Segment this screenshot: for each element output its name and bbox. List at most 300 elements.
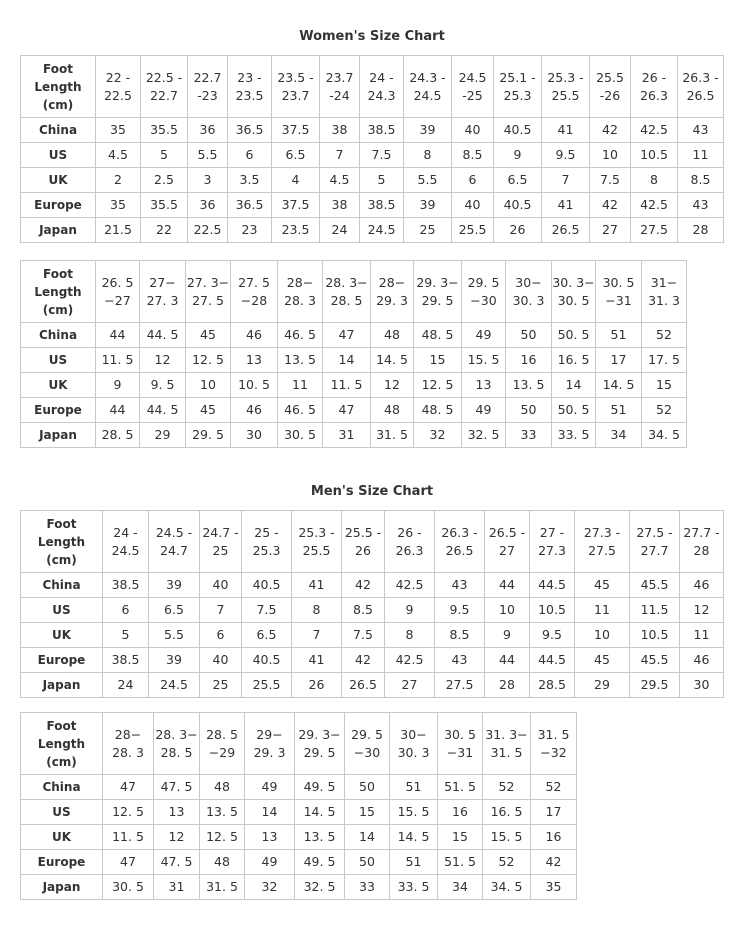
size-cell: 39 xyxy=(149,648,200,673)
size-cell: 11. 5 xyxy=(103,825,154,850)
size-cell: 43 xyxy=(678,193,724,218)
size-cell: 12 xyxy=(140,348,186,373)
size-cell: 26.5 xyxy=(542,218,590,243)
size-cell: 23.5 xyxy=(272,218,320,243)
size-cell: 50 xyxy=(345,775,390,800)
size-cell: 5 xyxy=(360,168,404,193)
size-cell: 52 xyxy=(531,775,577,800)
size-cell: 3 xyxy=(188,168,228,193)
size-cell: 12 xyxy=(680,598,724,623)
size-cell: 34. 5 xyxy=(483,875,531,900)
foot-length-cell: 26.5 - 27 xyxy=(485,511,530,573)
size-cell: 40 xyxy=(452,193,494,218)
size-cell: 9.5 xyxy=(542,143,590,168)
size-cell: 12 xyxy=(371,373,414,398)
size-cell: 29 xyxy=(575,673,630,698)
table-row xyxy=(21,623,724,648)
size-cell: 31 xyxy=(154,875,200,900)
men-size-table-1 xyxy=(20,510,724,698)
size-cell: 42.5 xyxy=(631,118,678,143)
size-cell: 49 xyxy=(462,398,506,423)
size-cell: 33. 5 xyxy=(552,423,596,448)
size-cell: 40 xyxy=(452,118,494,143)
size-cell: 43 xyxy=(435,573,485,598)
foot-length-cell: 26.3 - 26.5 xyxy=(678,56,724,118)
size-cell: 32. 5 xyxy=(295,875,345,900)
size-cell: 33. 5 xyxy=(390,875,438,900)
size-cell: 44 xyxy=(485,573,530,598)
table-row xyxy=(21,398,687,423)
size-cell: 22 xyxy=(141,218,188,243)
size-cell: 26 xyxy=(494,218,542,243)
foot-length-cell: 30− 30. 3 xyxy=(390,713,438,775)
size-cell: 47 xyxy=(323,323,371,348)
size-cell: 50 xyxy=(506,323,552,348)
size-cell: 7.5 xyxy=(360,143,404,168)
table-row xyxy=(21,573,724,598)
size-cell: 4 xyxy=(272,168,320,193)
row-label-cell: China xyxy=(21,775,103,800)
size-cell: 43 xyxy=(678,118,724,143)
table-row xyxy=(21,348,687,373)
size-cell: 49 xyxy=(245,850,295,875)
row-label-cell: Foot Length (cm) xyxy=(21,713,103,775)
size-cell: 5.5 xyxy=(404,168,452,193)
table-row xyxy=(21,800,577,825)
size-cell: 34 xyxy=(596,423,642,448)
header-row xyxy=(21,56,724,118)
size-cell: 8.5 xyxy=(342,598,385,623)
size-cell: 40.5 xyxy=(494,193,542,218)
size-cell: 30. 5 xyxy=(103,875,154,900)
size-cell: 14 xyxy=(323,348,371,373)
size-cell: 28 xyxy=(485,673,530,698)
size-cell: 48 xyxy=(371,323,414,348)
foot-length-cell: 27. 5 −28 xyxy=(231,261,278,323)
size-cell: 2.5 xyxy=(141,168,188,193)
size-cell: 5.5 xyxy=(149,623,200,648)
size-cell: 48. 5 xyxy=(414,398,462,423)
foot-length-cell: 25 - 25.3 xyxy=(242,511,292,573)
size-cell: 50 xyxy=(506,398,552,423)
size-cell: 13. 5 xyxy=(295,825,345,850)
size-cell: 24 xyxy=(320,218,360,243)
size-cell: 45 xyxy=(186,398,231,423)
size-cell: 8 xyxy=(385,623,435,648)
size-cell: 40.5 xyxy=(242,648,292,673)
size-cell: 11.5 xyxy=(630,598,680,623)
size-cell: 11 xyxy=(575,598,630,623)
size-cell: 8.5 xyxy=(435,623,485,648)
size-cell: 44. 5 xyxy=(140,398,186,423)
size-cell: 25.5 xyxy=(452,218,494,243)
size-cell: 11. 5 xyxy=(96,348,140,373)
size-cell: 12. 5 xyxy=(103,800,154,825)
row-label-cell: China xyxy=(21,573,103,598)
row-label-cell: US xyxy=(21,598,103,623)
size-cell: 31. 5 xyxy=(371,423,414,448)
row-label-cell: US xyxy=(21,348,96,373)
size-cell: 41 xyxy=(292,573,342,598)
size-cell: 46 xyxy=(231,398,278,423)
foot-length-cell: 24.5 -25 xyxy=(452,56,494,118)
size-cell: 5.5 xyxy=(188,143,228,168)
size-cell: 8.5 xyxy=(452,143,494,168)
size-cell: 11 xyxy=(678,143,724,168)
foot-length-cell: 28− 28. 3 xyxy=(278,261,323,323)
table-row xyxy=(21,143,724,168)
size-cell: 26.5 xyxy=(342,673,385,698)
size-cell: 15 xyxy=(438,825,483,850)
size-cell: 52 xyxy=(483,850,531,875)
size-cell: 27 xyxy=(385,673,435,698)
size-cell: 52 xyxy=(483,775,531,800)
size-cell: 22.5 xyxy=(188,218,228,243)
size-cell: 7 xyxy=(292,623,342,648)
size-cell: 45.5 xyxy=(630,573,680,598)
size-cell: 32. 5 xyxy=(462,423,506,448)
size-cell: 9 xyxy=(385,598,435,623)
size-cell: 15. 5 xyxy=(390,800,438,825)
size-cell: 16. 5 xyxy=(483,800,531,825)
size-cell: 37.5 xyxy=(272,118,320,143)
size-cell: 13 xyxy=(231,348,278,373)
size-cell: 16 xyxy=(531,825,577,850)
size-cell: 12. 5 xyxy=(414,373,462,398)
row-label-cell: China xyxy=(21,323,96,348)
table-row xyxy=(21,193,724,218)
size-cell: 35 xyxy=(96,193,141,218)
size-cell: 40 xyxy=(200,573,242,598)
row-label-cell: Foot Length (cm) xyxy=(21,511,103,573)
size-cell: 42.5 xyxy=(631,193,678,218)
size-cell: 8 xyxy=(292,598,342,623)
foot-length-cell: 29. 3− 29. 5 xyxy=(295,713,345,775)
table-row xyxy=(21,825,577,850)
size-cell: 35.5 xyxy=(141,118,188,143)
foot-length-cell: 22.5 - 22.7 xyxy=(141,56,188,118)
size-cell: 41 xyxy=(292,648,342,673)
women-size-table-2 xyxy=(20,260,687,448)
size-cell: 13. 5 xyxy=(506,373,552,398)
size-cell: 14. 5 xyxy=(390,825,438,850)
size-cell: 7.5 xyxy=(342,623,385,648)
size-cell: 40.5 xyxy=(242,573,292,598)
size-cell: 31 xyxy=(323,423,371,448)
row-label-cell: Foot Length (cm) xyxy=(21,56,96,118)
size-cell: 38.5 xyxy=(103,648,149,673)
row-label-cell: UK xyxy=(21,373,96,398)
size-cell: 9.5 xyxy=(435,598,485,623)
size-cell: 15. 5 xyxy=(462,348,506,373)
row-label-cell: Europe xyxy=(21,648,103,673)
foot-length-cell: 29. 5 −30 xyxy=(462,261,506,323)
size-cell: 39 xyxy=(149,573,200,598)
header-row xyxy=(21,511,724,573)
size-cell: 27.5 xyxy=(435,673,485,698)
size-cell: 14 xyxy=(552,373,596,398)
size-cell: 23 xyxy=(228,218,272,243)
size-cell: 46 xyxy=(680,648,724,673)
row-label-cell: UK xyxy=(21,825,103,850)
size-cell: 43 xyxy=(435,648,485,673)
size-cell: 41 xyxy=(542,118,590,143)
size-cell: 48 xyxy=(371,398,414,423)
size-cell: 9 xyxy=(485,623,530,648)
row-label-cell: China xyxy=(21,118,96,143)
foot-length-cell: 23.7 -24 xyxy=(320,56,360,118)
size-cell: 6 xyxy=(200,623,242,648)
size-cell: 11 xyxy=(278,373,323,398)
foot-length-cell: 27.5 - 27.7 xyxy=(630,511,680,573)
size-cell: 47. 5 xyxy=(154,850,200,875)
size-cell: 15 xyxy=(414,348,462,373)
size-cell: 24.5 xyxy=(149,673,200,698)
foot-length-cell: 28. 3− 28. 5 xyxy=(154,713,200,775)
size-cell: 8 xyxy=(404,143,452,168)
size-cell: 6.5 xyxy=(149,598,200,623)
size-cell: 50. 5 xyxy=(552,398,596,423)
size-cell: 30 xyxy=(680,673,724,698)
size-cell: 9.5 xyxy=(530,623,575,648)
table-row xyxy=(21,168,724,193)
size-cell: 10 xyxy=(590,143,631,168)
size-cell: 33 xyxy=(506,423,552,448)
size-cell: 17 xyxy=(531,800,577,825)
size-cell: 42.5 xyxy=(385,573,435,598)
foot-length-cell: 27.3 - 27.5 xyxy=(575,511,630,573)
size-cell: 26 xyxy=(292,673,342,698)
foot-length-cell: 24 - 24.5 xyxy=(103,511,149,573)
size-cell: 14. 5 xyxy=(371,348,414,373)
size-cell: 52 xyxy=(642,323,687,348)
foot-length-cell: 25.5 - 26 xyxy=(342,511,385,573)
size-cell: 36.5 xyxy=(228,193,272,218)
women-size-table-1 xyxy=(20,55,724,243)
size-cell: 2 xyxy=(96,168,141,193)
size-cell: 17. 5 xyxy=(642,348,687,373)
size-cell: 14. 5 xyxy=(295,800,345,825)
size-cell: 10 xyxy=(575,623,630,648)
header-row xyxy=(21,261,687,323)
size-cell: 28.5 xyxy=(530,673,575,698)
size-cell: 9 xyxy=(96,373,140,398)
size-cell: 4.5 xyxy=(320,168,360,193)
foot-length-cell: 27.7 - 28 xyxy=(680,511,724,573)
foot-length-cell: 27. 3− 27. 5 xyxy=(186,261,231,323)
size-cell: 14. 5 xyxy=(596,373,642,398)
size-cell: 52 xyxy=(642,398,687,423)
size-cell: 7.5 xyxy=(242,598,292,623)
size-cell: 33 xyxy=(345,875,390,900)
size-cell: 25 xyxy=(200,673,242,698)
size-cell: 13 xyxy=(245,825,295,850)
foot-length-cell: 25.5 -26 xyxy=(590,56,631,118)
size-cell: 35.5 xyxy=(141,193,188,218)
size-cell: 35 xyxy=(531,875,577,900)
size-cell: 46 xyxy=(231,323,278,348)
foot-length-cell: 24.7 - 25 xyxy=(200,511,242,573)
foot-length-cell: 22 - 22.5 xyxy=(96,56,141,118)
foot-length-cell: 28− 28. 3 xyxy=(103,713,154,775)
table-row xyxy=(21,850,577,875)
size-cell: 38 xyxy=(320,118,360,143)
table-row xyxy=(21,423,687,448)
size-cell: 28. 5 xyxy=(96,423,140,448)
size-cell: 38.5 xyxy=(360,118,404,143)
size-cell: 35 xyxy=(96,118,141,143)
size-cell: 10 xyxy=(186,373,231,398)
size-cell: 6.5 xyxy=(242,623,292,648)
size-cell: 42 xyxy=(590,193,631,218)
foot-length-cell: 22.7 -23 xyxy=(188,56,228,118)
row-label-cell: Foot Length (cm) xyxy=(21,261,96,323)
size-cell: 34 xyxy=(438,875,483,900)
size-cell: 49. 5 xyxy=(295,775,345,800)
row-label-cell: Europe xyxy=(21,193,96,218)
row-label-cell: Japan xyxy=(21,423,96,448)
size-cell: 38 xyxy=(320,193,360,218)
size-cell: 49. 5 xyxy=(295,850,345,875)
size-cell: 12. 5 xyxy=(186,348,231,373)
size-cell: 6 xyxy=(452,168,494,193)
size-cell: 13. 5 xyxy=(278,348,323,373)
size-cell: 16 xyxy=(506,348,552,373)
size-cell: 24 xyxy=(103,673,149,698)
size-cell: 42 xyxy=(342,573,385,598)
size-cell: 31. 5 xyxy=(200,875,245,900)
foot-length-cell: 24.5 - 24.7 xyxy=(149,511,200,573)
size-cell: 17 xyxy=(596,348,642,373)
size-cell: 6.5 xyxy=(494,168,542,193)
size-cell: 10.5 xyxy=(630,623,680,648)
table-row xyxy=(21,373,687,398)
size-cell: 5 xyxy=(141,143,188,168)
row-label-cell: UK xyxy=(21,623,103,648)
size-cell: 47 xyxy=(323,398,371,423)
size-cell: 32 xyxy=(414,423,462,448)
size-cell: 46. 5 xyxy=(278,398,323,423)
size-cell: 44 xyxy=(96,323,140,348)
foot-length-cell: 28. 3− 28. 5 xyxy=(323,261,371,323)
size-cell: 9. 5 xyxy=(140,373,186,398)
size-cell: 9 xyxy=(494,143,542,168)
row-label-cell: Japan xyxy=(21,875,103,900)
size-cell: 48 xyxy=(200,775,245,800)
table-row xyxy=(21,323,687,348)
foot-length-cell: 27− 27. 3 xyxy=(140,261,186,323)
size-cell: 38.5 xyxy=(360,193,404,218)
table-row xyxy=(21,118,724,143)
size-cell: 36 xyxy=(188,118,228,143)
size-cell: 13 xyxy=(154,800,200,825)
size-cell: 51 xyxy=(390,775,438,800)
foot-length-cell: 29. 5 −30 xyxy=(345,713,390,775)
size-cell: 8 xyxy=(631,168,678,193)
size-cell: 45 xyxy=(575,648,630,673)
foot-length-cell: 26. 5 −27 xyxy=(96,261,140,323)
size-cell: 15. 5 xyxy=(483,825,531,850)
size-cell: 14 xyxy=(345,825,390,850)
row-label-cell: Europe xyxy=(21,398,96,423)
foot-length-cell: 30− 30. 3 xyxy=(506,261,552,323)
foot-length-cell: 29. 3− 29. 5 xyxy=(414,261,462,323)
men-chart-title: Men's Size Chart xyxy=(310,484,434,499)
size-cell: 41 xyxy=(542,193,590,218)
table-row xyxy=(21,673,724,698)
size-cell: 27 xyxy=(590,218,631,243)
size-cell: 15 xyxy=(642,373,687,398)
size-cell: 44 xyxy=(485,648,530,673)
size-cell: 47 xyxy=(103,850,154,875)
size-cell: 44.5 xyxy=(530,573,575,598)
foot-length-cell: 27 - 27.3 xyxy=(530,511,575,573)
size-cell: 10. 5 xyxy=(231,373,278,398)
size-cell: 16 xyxy=(438,800,483,825)
foot-length-cell: 25.1 - 25.3 xyxy=(494,56,542,118)
size-cell: 51. 5 xyxy=(438,775,483,800)
foot-length-cell: 24 - 24.3 xyxy=(360,56,404,118)
foot-length-cell: 30. 5 −31 xyxy=(596,261,642,323)
size-cell: 27.5 xyxy=(631,218,678,243)
size-cell: 34. 5 xyxy=(642,423,687,448)
size-cell: 51 xyxy=(596,323,642,348)
size-cell: 45 xyxy=(575,573,630,598)
size-cell: 42.5 xyxy=(385,648,435,673)
size-cell: 29.5 xyxy=(630,673,680,698)
foot-length-cell: 25.3 - 25.5 xyxy=(542,56,590,118)
size-cell: 37.5 xyxy=(272,193,320,218)
size-cell: 51. 5 xyxy=(438,850,483,875)
size-cell: 42 xyxy=(342,648,385,673)
size-cell: 49 xyxy=(462,323,506,348)
size-cell: 42 xyxy=(531,850,577,875)
size-cell: 10 xyxy=(485,598,530,623)
size-cell: 24.5 xyxy=(360,218,404,243)
header-row xyxy=(21,713,577,775)
size-cell: 8.5 xyxy=(678,168,724,193)
size-cell: 13 xyxy=(462,373,506,398)
foot-length-cell: 28. 5 −29 xyxy=(200,713,245,775)
foot-length-cell: 29− 29. 3 xyxy=(245,713,295,775)
women-chart-title: Women's Size Chart xyxy=(299,29,445,44)
size-cell: 48 xyxy=(200,850,245,875)
size-cell: 50. 5 xyxy=(552,323,596,348)
size-cell: 25 xyxy=(404,218,452,243)
size-cell: 51 xyxy=(596,398,642,423)
foot-length-cell: 25.3 - 25.5 xyxy=(292,511,342,573)
foot-length-cell: 31. 3− 31. 5 xyxy=(483,713,531,775)
size-cell: 45 xyxy=(186,323,231,348)
size-cell: 36.5 xyxy=(228,118,272,143)
size-cell: 7 xyxy=(200,598,242,623)
size-cell: 36 xyxy=(188,193,228,218)
row-label-cell: Japan xyxy=(21,673,103,698)
row-label-cell: UK xyxy=(21,168,96,193)
size-cell: 21.5 xyxy=(96,218,141,243)
size-cell: 6.5 xyxy=(272,143,320,168)
size-cell: 46. 5 xyxy=(278,323,323,348)
foot-length-cell: 31− 31. 3 xyxy=(642,261,687,323)
size-cell: 28 xyxy=(678,218,724,243)
size-cell: 32 xyxy=(245,875,295,900)
table-row xyxy=(21,875,577,900)
table-row xyxy=(21,598,724,623)
table-row xyxy=(21,648,724,673)
size-cell: 6 xyxy=(228,143,272,168)
size-cell: 47. 5 xyxy=(154,775,200,800)
size-cell: 44. 5 xyxy=(140,323,186,348)
